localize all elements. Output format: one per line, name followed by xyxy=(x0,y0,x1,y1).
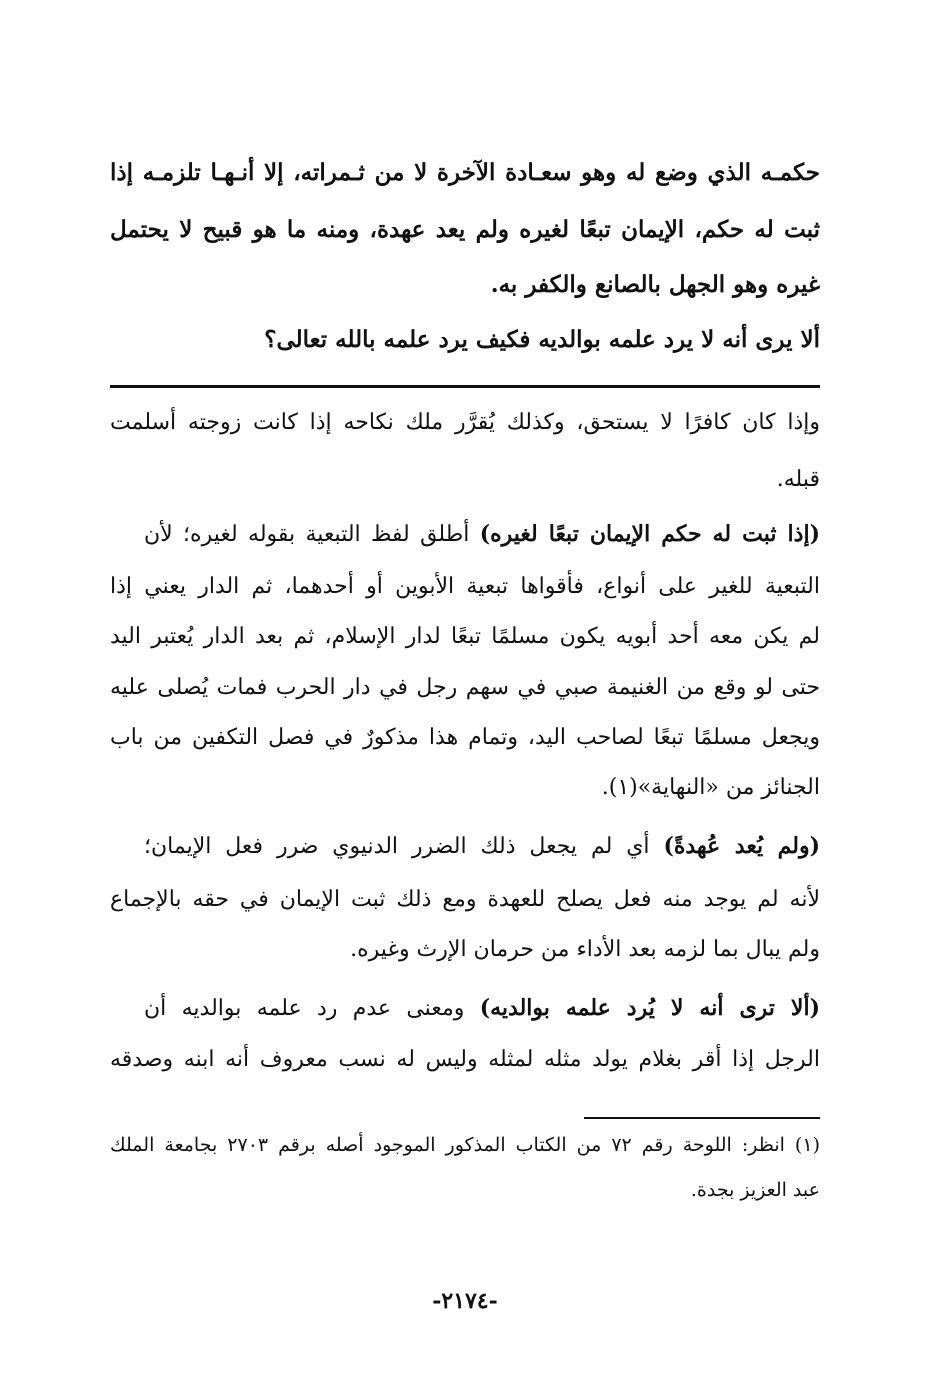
main-text-line-1: حكمـه الذي وضع له وهو سعـادة الآخرة لا من ثـمراته، إلا أنـهـا تلزمـه إذا xyxy=(110,159,820,186)
page-number: -٢١٧٤- xyxy=(432,1288,498,1314)
commentary-p4-line-1 xyxy=(144,988,820,1029)
commentary-p3-text: أي لم يجعل ذلك الضرر الدنيوي ضرر فعل الإيمان؛ xyxy=(144,834,650,859)
commentary-p2-line-1 xyxy=(144,514,820,555)
commentary-p4-quote: (ألا ترى أنه لا يُرد علمه بوالديه) xyxy=(479,995,820,1021)
commentary-p3-line-3: ولم يبال بما لزمه بعد الأداء من حرمان الإرث وغيره. xyxy=(350,937,820,962)
main-text-line-2: ثبت له حكم، الإيمان تبعًا لغيره ولم يعد عهدة، ومنه ما هو قبيح لا يحتمل xyxy=(110,216,820,243)
commentary-p2-line-4: حتى لو وقع من الغنيمة صبي في سهم رجل في دار الحرب فمات يُصلى عليه xyxy=(110,675,820,700)
commentary-p3-quote: (ولم يُعد عُهدةً) xyxy=(663,833,821,859)
commentary-p3-line-2: لأنه لم يوجد منه فعل يصلح للعهدة ومع ذلك ثبت الإيمان في حقه بالإجماع xyxy=(110,887,820,912)
commentary-p2-text: أطلق لفظ التبعية بقوله لغيره؛ لأن xyxy=(144,522,470,547)
main-separator-rule xyxy=(110,385,820,388)
commentary-p2-line-5: ويجعل مسلمًا تبعًا لصاحب اليد، وتمام هذا مذكورٌ في فصل التكفين من باب xyxy=(110,725,820,750)
commentary-p2-quote: (إذا ثبت له حكم الإيمان تبعًا لغيره) xyxy=(479,521,820,547)
footnote-separator-rule xyxy=(584,1117,820,1119)
commentary-p4-text: ومعنى عدم رد علمه بوالديه أن xyxy=(144,996,465,1021)
footnote-line-1: (١) انظر: اللوحة رقم ٧٢ من الكتاب المذكور الموجود أصله برقم ٢٧٠٣ بجامعة الملك xyxy=(110,1134,820,1156)
commentary-p2-line-3: لم يكن معه أحد أبويه يكون مسلمًا تبعًا لدار الإسلام، ثم بعد الدار يُعتبر اليد xyxy=(110,624,820,649)
commentary-p4-line-2: الرجل إذا أقر بغلام يولد مثله لمثله وليس له نسب معروف أنه ابنه وصدقه xyxy=(110,1047,820,1072)
main-text-line-3: غيره وهو الجهل بالصانع والكفر به. xyxy=(490,271,820,298)
commentary-p2-line-2: التبعية للغير على أنواع، فأقواها تبعية الأبوين أو أحدهما، ثم الدار يعني إذا xyxy=(110,574,820,599)
commentary-p2-line-6: الجنائز من «النهاية»(١). xyxy=(601,775,820,800)
main-text-line-4: ألا يرى أنه لا يرد علمه بوالديه فكيف يرد علمه بالله تعالى؟ xyxy=(264,326,820,353)
commentary-p3-line-1 xyxy=(144,826,820,867)
footnote-line-2: عبد العزيز بجدة. xyxy=(690,1179,820,1201)
page xyxy=(110,0,820,1376)
commentary-p1-line-1: وإذا كان كافرًا لا يستحق، وكذلك يُقرَّر ملك نكاحه إذا كانت زوجته أسلمت xyxy=(110,410,820,435)
commentary-p1-line-2: قبله. xyxy=(776,467,820,492)
